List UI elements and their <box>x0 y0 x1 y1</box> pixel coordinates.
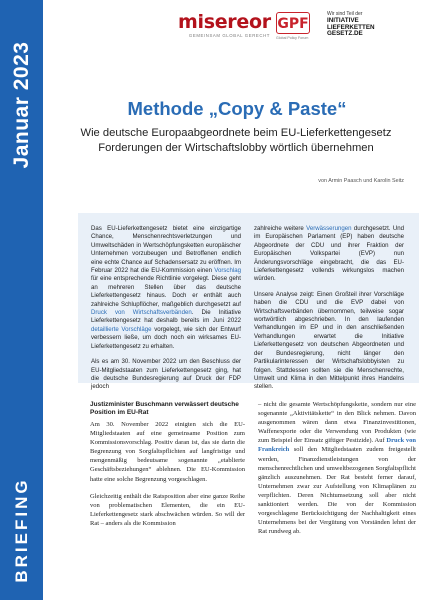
gpf-wordmark: GPF <box>276 12 310 34</box>
text-run: Gleichzeitig enthält die Ratsposition aber eine ganze Reihe von problematischen Elementen, die ein EU-Lieferkettengesetz stark abschwächen würden. So will der Rat – anders als die Kommission <box>90 492 245 527</box>
page-title: Methode „Copy & Paste“ <box>127 98 347 119</box>
doc-type-label: BRIEFING <box>11 477 31 583</box>
initiative-name <box>327 18 405 38</box>
subtitle-line: Forderungen der Wirtschaftslobby wörtlich übernehmen <box>98 142 374 154</box>
inline-link[interactable]: Vorschlag <box>214 267 241 275</box>
initiative-logo <box>327 11 405 38</box>
paragraph <box>90 420 245 484</box>
text-run: Als es am 30. November 2022 um den Beschluss der EU-Mitgliedstaaten zum Lieferkettengesetz ging, hat die deutsche Bundesregierung auf Druck der FDP jedoch <box>91 358 241 391</box>
paragraph <box>254 291 404 392</box>
text-run: zahlreiche weitere <box>254 225 307 232</box>
subtitle-line: Wie deutsche Europaabgeordnete beim EU-Lieferkettengesetz <box>80 127 392 139</box>
summary-column-right <box>254 225 404 399</box>
text-run: Am 30. November 2022 einigten sich die EU-Mitgliedstaaten auf eine gemeinsame Position zum Kommissionsvorschlag. Positiv daran ist, das sie darin die Begrenzung von Sorgfaltspflichten auf langfristige und mengenmäßig bedeutsame sogenannte „etablierte Geschäftsbeziehungen“ ablehnen. Die EU-Kommission hatte eine solche Begrenzung vorgeschlagen. <box>90 421 245 483</box>
initiative-name-line: GESETZ.DE <box>327 30 363 38</box>
text-run: Unsere Analyse zeigt: Einen Großteil ihrer Vorschläge haben die CDU und die EVP dabei von Wirtschaftsverbänden übernommen, teilweise sogar wortwörtlich abgeschrieben. In den laufenden Verhandlungen im EP und in den anschließenden Verhandlungen erwartet die Initiative Lieferkettengesetz von deutschen Abgeordneten und der Bundesregierung, nicht länger den Partikularinteressen der Wirtschaftslobbyisten zu folgen. Stattdessen sollten sie die Menschenrechte, Umwelt und Klima in den Mittelpunkt ihres Handelns stellen. <box>254 290 404 391</box>
text-run: – nicht die gesamte Wertschöpfungskette, sondern nur eine sogenannte „Aktivitätskette“ in den Blick nehmen. Davon ausgenommen wären dann etwa Finanzinvestitionen, Waffenexporte oder die Verwendung von Produkten (wie zum Beispiel der Einsatz giftiger Pestizide). Auf <box>258 401 416 445</box>
summary-column-left <box>91 225 241 399</box>
inline-link[interactable]: detaillierte Vorschläge <box>91 325 152 333</box>
page-subtitle <box>58 126 414 156</box>
initiative-name-line: LIEFERKETTEN <box>327 23 375 31</box>
inline-link[interactable]: Druck von Frankreich <box>258 437 416 454</box>
text-run: durchgesetzt. Und im Europäischen Parlament (EP) haben deutsche Abgeordnete der CDU und ihrer Fraktion der Europäischen Volkspartei (EVP) nun Änderungsvorschläge eingebracht, die das EU-Lieferkettengesetz vollends wirkungslos machen würden. <box>254 225 404 283</box>
text-run: vorgelegt, wie sich der Entwurf verbessern ließe, um doch noch ein wirksames EU-Lieferkettengesetz zu erhalten. <box>91 325 241 350</box>
text-run: für eine entsprechende Richtlinie vorgelegt. Diese geht an mehreren Stellen über das deutsche Lieferkettengesetz hinaus. Doch er enthält auch zahlreiche Schlupflöcher, maßgeblich durchgesetzt auf <box>91 275 241 308</box>
text-run: soll den Mitgliedstaaten zudem freigestellt werden, Finanzdienstleistungen von der menschenrechtlichen und umweltbezogenen Sorgfaltspflicht gänzlich auszunehmen. Der Rat besteht ferner darauf, Unternehmen zwar zur Aufstellung von Klimaplänen zu verpflichten. Deren Nichtumsetzung soll aber nicht sanktioniert werden. Die von der Kommission vorgeschlagene Berücksichtigung der Nachhaltigkeit eines Unternehmens bei der Vergütung von Vorständen lehnt der Rat rundweg ab. <box>258 446 416 536</box>
paragraph <box>254 225 404 284</box>
body-column-right <box>258 400 416 544</box>
date-label-area <box>0 10 43 200</box>
gpf-logo <box>276 12 318 46</box>
date-label: Januar 2023 <box>9 41 33 169</box>
authors-line: von Armin Paasch und Karolin Seitz <box>318 178 404 184</box>
misereor-tagline: GEMEINSAM GLOBAL GERECHT <box>188 33 270 38</box>
initiative-name-line: INITIATIVE <box>327 17 359 24</box>
paragraph <box>91 225 241 351</box>
text-run: Das EU-Lieferkettengesetz bietet eine einzigartige Chance, Menschenrechtsverletzungen und Umweltschäden in Wertschöpfungsketten europäischer Unternehmen vorzubeugen und Betroffenen endlich eine echte Chance auf Schadensersatz zu eröffnen. Im Februar 2022 hat die EU-Kommission einen <box>91 225 241 275</box>
gpf-tagline: Global Policy Forum <box>276 36 309 40</box>
summary-box <box>78 213 419 391</box>
inline-link[interactable]: Verwässerungen <box>306 225 352 232</box>
misereor-logo <box>178 12 270 38</box>
paragraph <box>258 400 416 536</box>
paragraph <box>91 358 241 392</box>
section-heading: Justizminister Buschmann verwässert deutsche Position im EU-Rat <box>90 401 239 416</box>
inline-link[interactable]: Druck von Wirtschaftsverbänden <box>91 309 192 317</box>
doc-type-area <box>0 470 43 590</box>
text-run: . Die Initiative Lieferkettengesetz hat deshalb bereits im Juni 2022 <box>91 309 242 325</box>
logo-row <box>178 12 414 48</box>
misereor-wordmark: misereor <box>178 11 271 33</box>
initiative-note: Wir sind Teil der <box>327 11 363 17</box>
body-column-left <box>90 420 245 536</box>
paragraph <box>90 492 245 528</box>
sidebar-band <box>0 0 43 600</box>
